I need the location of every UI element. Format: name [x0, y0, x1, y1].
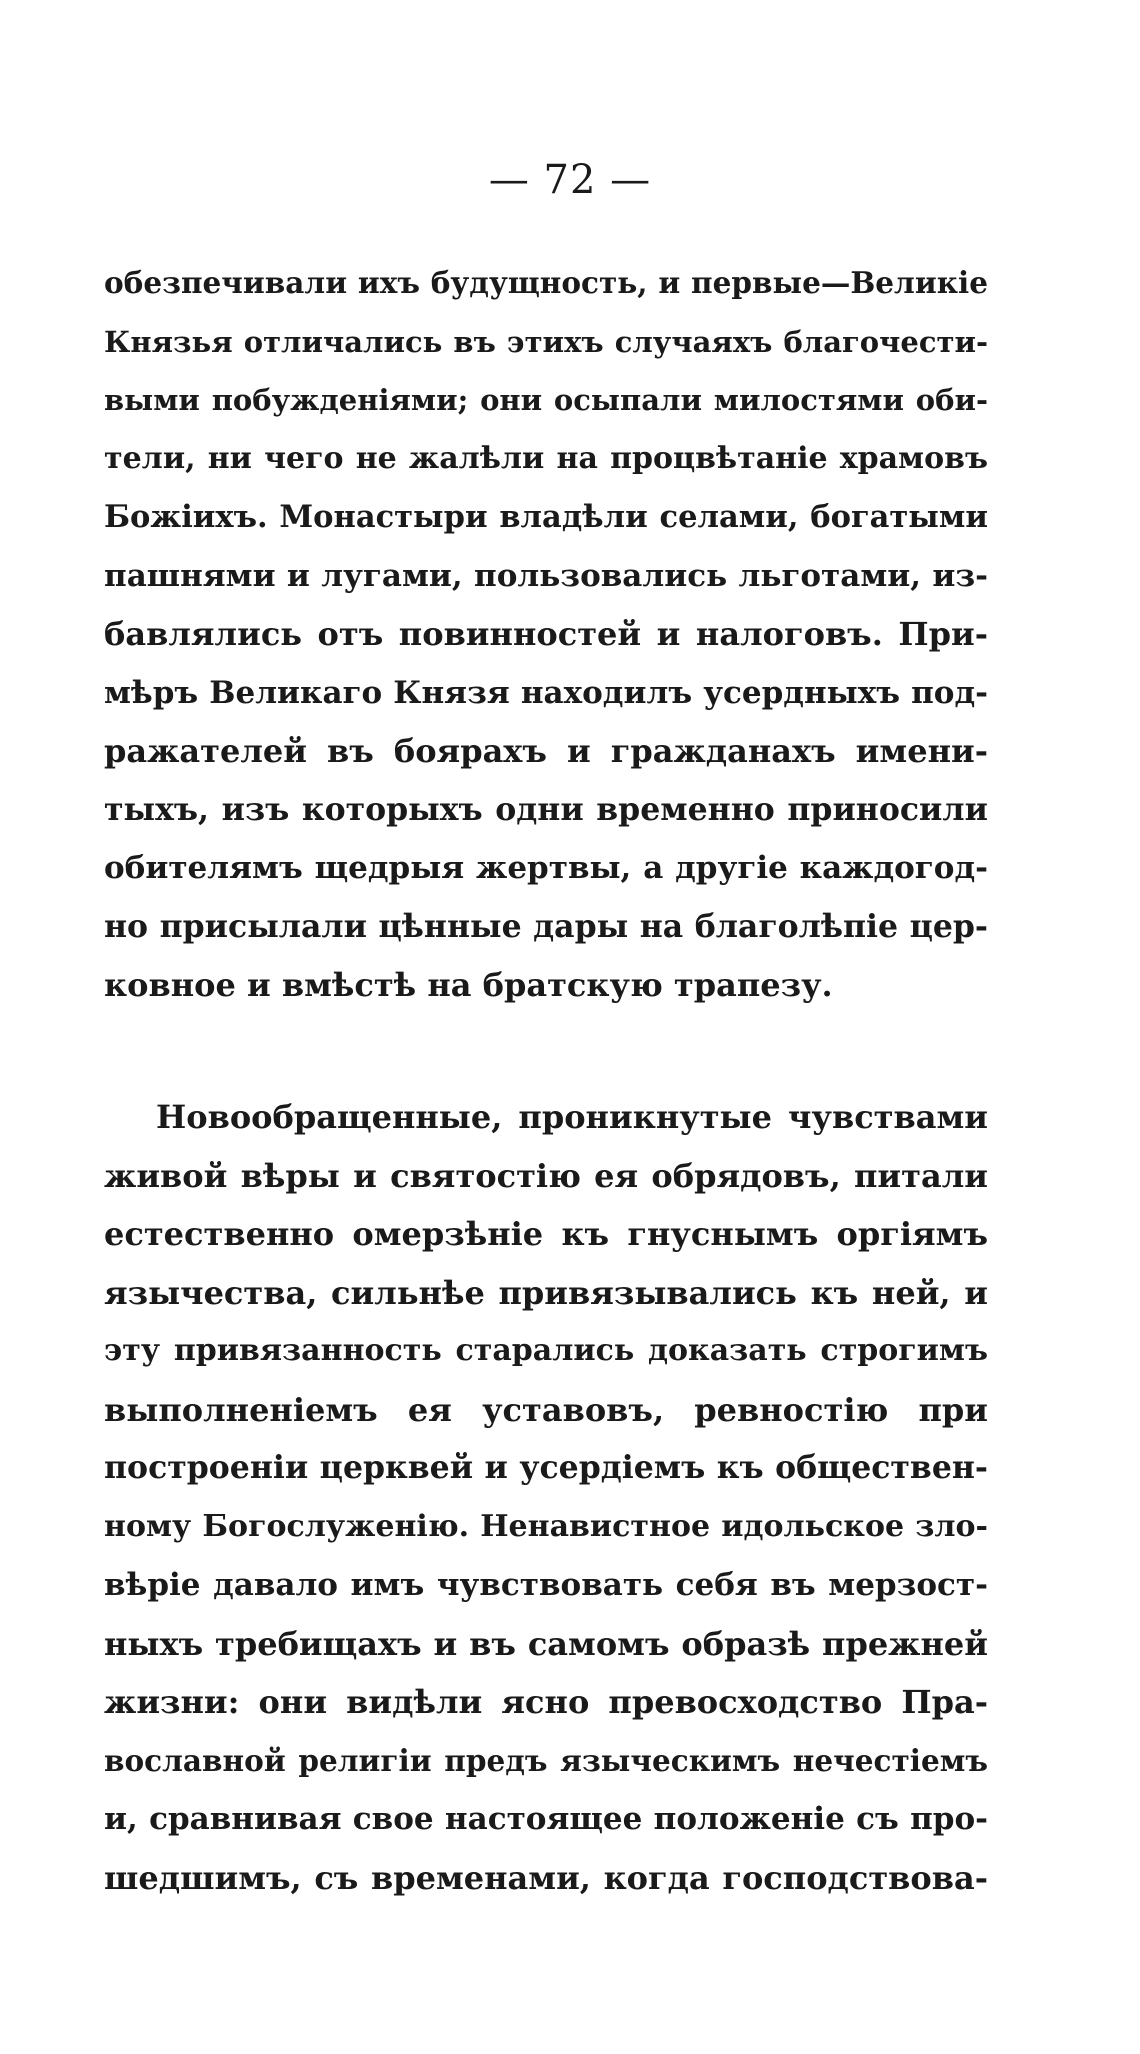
paragraph-1 [104, 254, 988, 1015]
text-line: но присылали цѣнные дары на благолѣпіе цер- [104, 907, 988, 945]
text-line: выполненіемъ ея уставовъ, ревностію при [104, 1390, 988, 1429]
text-line: тыхъ, изъ которыхъ одни временно приносили [104, 790, 988, 828]
text-line: Новообращенные, проникнутые чувствами [156, 1098, 988, 1136]
text-line: ковное и вмѣстѣ на братскую трапезу. [104, 966, 833, 1004]
page-number: — 72 — [488, 157, 652, 203]
text-line: естественно омерзѣніе къ гнуснымъ оргіямъ [104, 1215, 988, 1253]
text-line: шедшимъ, съ временами, когда господствова- [104, 1858, 988, 1897]
text-line: вославной религіи предъ языческимъ нечестіемъ [104, 1742, 988, 1778]
text-line: обезпечивали ихъ будущность, и первые—Великіе [104, 265, 988, 300]
text-line: и, сравнивая свое настоящее положеніе съ про- [104, 1801, 988, 1837]
text-line: выми побужденіями; они осыпали милостями оби- [104, 383, 988, 417]
text-line: язычества, сильнѣе привязывались къ ней, и [104, 1273, 988, 1312]
text-line: эту привязанность старались доказать строгимъ [104, 1333, 988, 1368]
text-line: ному Богослуженію. Ненавистное идольское зло- [104, 1508, 988, 1544]
text-line: бавлялись отъ повинностей и налоговъ. При- [104, 615, 988, 653]
text-line: вѣріе давало имъ чувствовать себя въ мерзост- [104, 1567, 988, 1603]
text-line: пашнями и лугами, пользовались льготами, из- [104, 557, 988, 594]
text-line: Божіихъ. Монастыри владѣли селами, богатыми [104, 499, 988, 535]
text-line: живой вѣры и святостію ея обрядовъ, питали [104, 1156, 988, 1195]
text-line: жизни: они видѣли ясно превосходство Пра- [104, 1683, 988, 1721]
text-line: построеніи церквей и усердіемъ къ обществен- [104, 1449, 988, 1486]
text-line: ражателей въ боярахъ и гражданахъ имени- [104, 732, 988, 770]
text-line: обителямъ щедрыя жертвы, а другіе каждогод- [104, 850, 988, 886]
text-line: мѣръ Великаго Князя находилъ усердныхъ под- [104, 674, 988, 711]
paragraph-2 [104, 1088, 988, 1907]
text-line: Князья отличались въ этихъ случаяхъ благочести- [104, 324, 988, 359]
text-line: ныхъ требищахъ и въ самомъ образѣ прежней [104, 1624, 988, 1663]
text-line: тели, ни чего не жалѣли на процвѣтаніе храмовъ [104, 440, 988, 476]
